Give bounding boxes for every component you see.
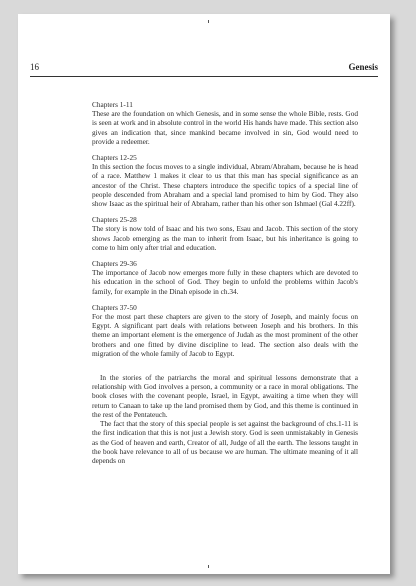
body-paragraph: In the stories of the patriarchs the moral and spiritual lessons demonstrate that a relationship with God involves a person, a community or a race in moral obligations. The book closes with the covenant people, Israel, in Egypt, awaiting a time when they will return to Canaan to take up the land promised them by God, and this theme is continued in the rest of the Pentateuch. — [92, 373, 358, 419]
body-paragraph: The fact that the story of this special people is set against the background of chs.1-11 is the first indication that this is not just a Jewish story. God is seen unmistakably in Genesis as the God of heaven and earth, Creator of all, Judge of all the earth. The lessons taught in the book have relevance to all of us because we are human. The ultimate meaning of it all depends on — [92, 419, 358, 465]
page-number: 16 — [30, 62, 39, 72]
running-title: Genesis — [348, 62, 378, 72]
section-chapters-25-28 — [92, 215, 358, 252]
section-text: The story is now told of Isaac and his two sons, Esau and Jacob. This section of the story shows Jacob emerging as the man to inherit from Isaac, but his inheritance is going to come to him only after trial and education. — [92, 224, 358, 252]
crop-mark-top — [208, 20, 209, 23]
section-text: For the most part these chapters are given to the story of Joseph, and mainly focus on Egypt. A significant part deals with relations between Joseph and his brothers. In this theme an important element is the emergence of Judah as the most prominent of the other brothers and one fitted by divine discipline to lead. The section also deals with the migration of the whole family of Jacob to Egypt. — [92, 312, 358, 358]
section-heading: Chapters 1-11 — [92, 100, 133, 109]
page-body — [92, 100, 358, 465]
section-heading: Chapters 25-28 — [92, 215, 137, 225]
running-header — [30, 62, 378, 77]
section-heading: Chapters 12-25 — [92, 153, 137, 163]
section-chapters-29-36 — [92, 259, 358, 296]
section-text: The importance of Jacob now emerges more fully in these chapters which are devoted to his education in the school of God. They begin to unfold the problems within Jacob's family, for example in the Dinah episode in ch.34. — [92, 268, 358, 296]
section-chapters-12-25 — [92, 153, 358, 208]
section-text: These are the foundation on which Genesis, and in some sense the whole Bible, rests. God is seen at work and in absolute control in the world His hands have made. This section also gives an indication that, since mankind became involved in sin, God would need to provide a redeemer. — [92, 109, 358, 146]
crop-mark-bottom — [208, 565, 209, 568]
section-text: In this section the focus moves to a single individual, Abram/Abraham, because he is head of a race. Matthew 1 makes it clear to us that this man has special significance as an ancestor of the Christ. These chapters introduce the specific topics of a special line of people descended from Abraham and a special land promised to him by God. They also show Isaac as the spiritual heir of Abraham, rather than his other son Ishmael (Gal 4.22ff). — [92, 162, 358, 209]
section-heading: Chapters 29-36 — [92, 259, 137, 269]
section-heading: Chapters 37-50 — [92, 302, 137, 312]
section-chapters-37-50 — [92, 303, 358, 358]
section-chapters-1-11 — [92, 100, 358, 146]
book-page — [18, 14, 390, 574]
